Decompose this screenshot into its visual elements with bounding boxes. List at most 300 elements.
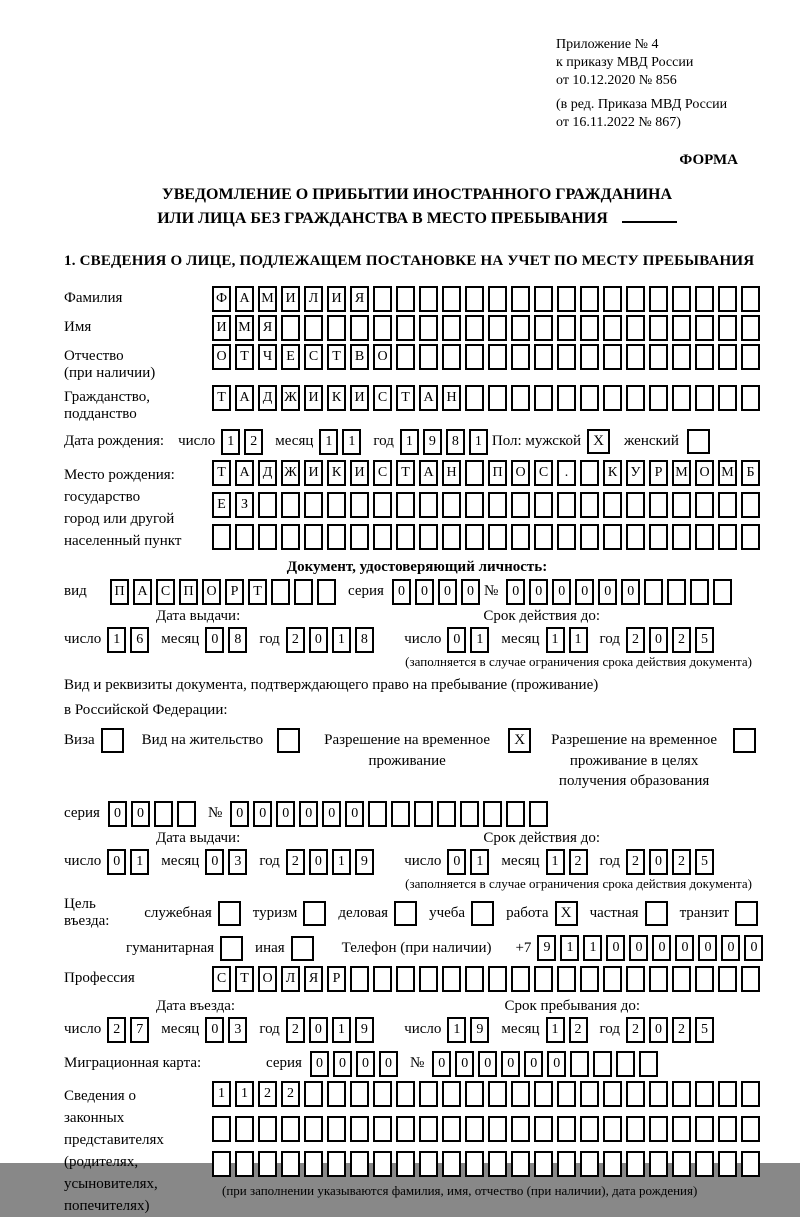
purpose-study-checkbox[interactable]: [471, 901, 494, 926]
char-box[interactable]: [603, 524, 622, 550]
char-box[interactable]: [373, 524, 392, 550]
char-box[interactable]: [396, 286, 415, 312]
char-box[interactable]: [488, 385, 507, 411]
sex-female-checkbox[interactable]: [687, 429, 710, 454]
char-box[interactable]: [212, 524, 231, 550]
char-box[interactable]: [442, 524, 461, 550]
char-box[interactable]: [672, 524, 691, 550]
char-box[interactable]: [580, 460, 599, 486]
char-box[interactable]: [626, 1081, 645, 1107]
char-box[interactable]: [580, 1116, 599, 1142]
char-box[interactable]: [419, 1151, 438, 1177]
char-box[interactable]: [442, 1116, 461, 1142]
char-box[interactable]: [177, 801, 196, 827]
char-box[interactable]: [511, 492, 530, 518]
sex-male-checkbox[interactable]: X: [587, 429, 610, 454]
char-box[interactable]: [488, 315, 507, 341]
char-box[interactable]: 5: [695, 627, 714, 653]
char-box[interactable]: Т: [235, 966, 254, 992]
char-box[interactable]: [154, 801, 173, 827]
char-box[interactable]: [506, 801, 525, 827]
char-box[interactable]: [465, 1151, 484, 1177]
char-box[interactable]: [327, 1081, 346, 1107]
char-box[interactable]: 0: [205, 627, 224, 653]
char-box[interactable]: [626, 344, 645, 370]
char-box[interactable]: [741, 524, 760, 550]
char-box[interactable]: 0: [415, 579, 434, 605]
char-box[interactable]: 5: [695, 849, 714, 875]
char-box[interactable]: [557, 315, 576, 341]
char-box[interactable]: 0: [524, 1051, 543, 1077]
char-box[interactable]: [626, 524, 645, 550]
char-box[interactable]: [603, 286, 622, 312]
char-box[interactable]: 0: [529, 579, 548, 605]
char-box[interactable]: 2: [626, 849, 645, 875]
char-box[interactable]: [626, 1151, 645, 1177]
char-box[interactable]: 1: [235, 1081, 254, 1107]
char-box[interactable]: [649, 1116, 668, 1142]
char-box[interactable]: Я: [258, 315, 277, 341]
char-box[interactable]: 0: [205, 849, 224, 875]
char-box[interactable]: Д: [258, 460, 277, 486]
char-box[interactable]: [235, 1116, 254, 1142]
char-box[interactable]: [442, 1081, 461, 1107]
char-box[interactable]: [488, 344, 507, 370]
char-box[interactable]: [396, 1116, 415, 1142]
char-box[interactable]: [626, 1116, 645, 1142]
char-box[interactable]: [373, 315, 392, 341]
char-box[interactable]: [442, 286, 461, 312]
char-box[interactable]: И: [304, 460, 323, 486]
char-box[interactable]: М: [672, 460, 691, 486]
char-box[interactable]: 1: [107, 627, 126, 653]
char-box[interactable]: [534, 385, 553, 411]
char-box[interactable]: [258, 1116, 277, 1142]
char-box[interactable]: Р: [225, 579, 244, 605]
char-box[interactable]: [741, 286, 760, 312]
char-box[interactable]: [391, 801, 410, 827]
char-box[interactable]: [465, 524, 484, 550]
char-box[interactable]: [465, 492, 484, 518]
purpose-other-checkbox[interactable]: [291, 936, 314, 961]
char-box[interactable]: [534, 524, 553, 550]
char-box[interactable]: [212, 1151, 231, 1177]
char-box[interactable]: [258, 524, 277, 550]
char-box[interactable]: [396, 1151, 415, 1177]
char-box[interactable]: [718, 1151, 737, 1177]
char-box[interactable]: М: [235, 315, 254, 341]
char-box[interactable]: 2: [281, 1081, 300, 1107]
char-box[interactable]: 1: [546, 627, 565, 653]
char-box[interactable]: [488, 524, 507, 550]
char-box[interactable]: [534, 1081, 553, 1107]
char-box[interactable]: [649, 524, 668, 550]
char-box[interactable]: С: [534, 460, 553, 486]
char-box[interactable]: [373, 286, 392, 312]
char-box[interactable]: [741, 492, 760, 518]
char-box[interactable]: [626, 315, 645, 341]
char-box[interactable]: П: [110, 579, 129, 605]
char-box[interactable]: 1: [342, 429, 361, 455]
char-box[interactable]: 1: [583, 935, 602, 961]
char-box[interactable]: [580, 966, 599, 992]
char-box[interactable]: Я: [350, 286, 369, 312]
char-box[interactable]: [368, 801, 387, 827]
char-box[interactable]: 0: [547, 1051, 566, 1077]
char-box[interactable]: И: [350, 460, 369, 486]
char-box[interactable]: [511, 385, 530, 411]
char-box[interactable]: [529, 801, 548, 827]
char-box[interactable]: [419, 524, 438, 550]
char-box[interactable]: [419, 1116, 438, 1142]
char-box[interactable]: [649, 385, 668, 411]
char-box[interactable]: 0: [299, 801, 318, 827]
char-box[interactable]: [350, 315, 369, 341]
char-box[interactable]: [511, 344, 530, 370]
char-box[interactable]: [465, 460, 484, 486]
char-box[interactable]: 1: [332, 627, 351, 653]
char-box[interactable]: [557, 1081, 576, 1107]
char-box[interactable]: [534, 492, 553, 518]
char-box[interactable]: Р: [327, 966, 346, 992]
char-box[interactable]: 2: [286, 1017, 305, 1043]
char-box[interactable]: 0: [652, 935, 671, 961]
char-box[interactable]: [672, 344, 691, 370]
char-box[interactable]: [695, 344, 714, 370]
char-box[interactable]: [580, 1151, 599, 1177]
char-box[interactable]: 1: [447, 1017, 466, 1043]
char-box[interactable]: Т: [212, 460, 231, 486]
char-box[interactable]: [603, 1081, 622, 1107]
char-box[interactable]: [419, 286, 438, 312]
char-box[interactable]: [304, 315, 323, 341]
char-box[interactable]: Е: [212, 492, 231, 518]
char-box[interactable]: [511, 524, 530, 550]
char-box[interactable]: Т: [396, 460, 415, 486]
char-box[interactable]: У: [626, 460, 645, 486]
residence-permit-checkbox[interactable]: [277, 728, 300, 753]
char-box[interactable]: 1: [400, 429, 419, 455]
char-box[interactable]: [672, 1151, 691, 1177]
char-box[interactable]: [557, 344, 576, 370]
char-box[interactable]: [442, 966, 461, 992]
char-box[interactable]: [580, 385, 599, 411]
char-box[interactable]: [626, 492, 645, 518]
char-box[interactable]: [695, 966, 714, 992]
char-box[interactable]: А: [235, 286, 254, 312]
char-box[interactable]: К: [327, 385, 346, 411]
char-box[interactable]: С: [304, 344, 323, 370]
char-box[interactable]: 2: [672, 627, 691, 653]
char-box[interactable]: [667, 579, 686, 605]
char-box[interactable]: 0: [606, 935, 625, 961]
char-box[interactable]: О: [258, 966, 277, 992]
char-box[interactable]: [534, 1116, 553, 1142]
char-box[interactable]: [557, 524, 576, 550]
char-box[interactable]: 0: [447, 627, 466, 653]
char-box[interactable]: [373, 1151, 392, 1177]
char-box[interactable]: [580, 524, 599, 550]
char-box[interactable]: Ч: [258, 344, 277, 370]
char-box[interactable]: [557, 385, 576, 411]
char-box[interactable]: [718, 524, 737, 550]
char-box[interactable]: 3: [228, 849, 247, 875]
char-box[interactable]: 1: [332, 1017, 351, 1043]
char-box[interactable]: [741, 344, 760, 370]
char-box[interactable]: 2: [569, 1017, 588, 1043]
char-box[interactable]: А: [419, 460, 438, 486]
char-box[interactable]: 8: [446, 429, 465, 455]
char-box[interactable]: [570, 1051, 589, 1077]
char-box[interactable]: [580, 315, 599, 341]
char-box[interactable]: И: [350, 385, 369, 411]
char-box[interactable]: Т: [235, 344, 254, 370]
char-box[interactable]: 1: [332, 849, 351, 875]
char-box[interactable]: [317, 579, 336, 605]
char-box[interactable]: 1: [469, 429, 488, 455]
char-box[interactable]: [271, 579, 290, 605]
char-box[interactable]: [534, 286, 553, 312]
char-box[interactable]: [718, 286, 737, 312]
char-box[interactable]: [327, 1151, 346, 1177]
char-box[interactable]: [690, 579, 709, 605]
char-box[interactable]: [580, 286, 599, 312]
char-box[interactable]: 0: [575, 579, 594, 605]
char-box[interactable]: [616, 1051, 635, 1077]
char-box[interactable]: [350, 1116, 369, 1142]
char-box[interactable]: 2: [569, 849, 588, 875]
char-box[interactable]: [442, 315, 461, 341]
char-box[interactable]: [695, 1116, 714, 1142]
char-box[interactable]: 0: [438, 579, 457, 605]
char-box[interactable]: 1: [470, 849, 489, 875]
char-box[interactable]: [304, 1081, 323, 1107]
char-box[interactable]: [718, 385, 737, 411]
char-box[interactable]: [327, 492, 346, 518]
char-box[interactable]: [672, 315, 691, 341]
char-box[interactable]: 2: [107, 1017, 126, 1043]
char-box[interactable]: [419, 1081, 438, 1107]
temp-residence-checkbox[interactable]: X: [508, 728, 531, 753]
char-box[interactable]: 1: [560, 935, 579, 961]
char-box[interactable]: Д: [258, 385, 277, 411]
char-box[interactable]: [557, 1151, 576, 1177]
char-box[interactable]: 0: [107, 849, 126, 875]
char-box[interactable]: [593, 1051, 612, 1077]
char-box[interactable]: 9: [470, 1017, 489, 1043]
char-box[interactable]: [511, 1116, 530, 1142]
char-box[interactable]: 0: [392, 579, 411, 605]
char-box[interactable]: 0: [744, 935, 763, 961]
char-box[interactable]: 8: [228, 627, 247, 653]
char-box[interactable]: 5: [695, 1017, 714, 1043]
char-box[interactable]: [396, 315, 415, 341]
char-box[interactable]: [557, 966, 576, 992]
char-box[interactable]: 2: [672, 849, 691, 875]
char-box[interactable]: [649, 492, 668, 518]
char-box[interactable]: [741, 385, 760, 411]
char-box[interactable]: К: [327, 460, 346, 486]
char-box[interactable]: 0: [379, 1051, 398, 1077]
char-box[interactable]: [603, 1116, 622, 1142]
char-box[interactable]: [419, 344, 438, 370]
char-box[interactable]: 0: [253, 801, 272, 827]
char-box[interactable]: 0: [455, 1051, 474, 1077]
char-box[interactable]: [603, 966, 622, 992]
char-box[interactable]: М: [258, 286, 277, 312]
char-box[interactable]: А: [235, 385, 254, 411]
char-box[interactable]: [672, 286, 691, 312]
char-box[interactable]: [465, 344, 484, 370]
char-box[interactable]: [741, 1081, 760, 1107]
char-box[interactable]: [488, 286, 507, 312]
purpose-business-checkbox[interactable]: [394, 901, 417, 926]
char-box[interactable]: 1: [130, 849, 149, 875]
char-box[interactable]: [373, 1116, 392, 1142]
char-box[interactable]: З: [235, 492, 254, 518]
char-box[interactable]: [419, 966, 438, 992]
char-box[interactable]: 0: [309, 1017, 328, 1043]
char-box[interactable]: [258, 492, 277, 518]
char-box[interactable]: [465, 966, 484, 992]
char-box[interactable]: [488, 1151, 507, 1177]
char-box[interactable]: [603, 492, 622, 518]
char-box[interactable]: 7: [130, 1017, 149, 1043]
char-box[interactable]: [281, 524, 300, 550]
char-box[interactable]: К: [603, 460, 622, 486]
char-box[interactable]: 2: [286, 849, 305, 875]
purpose-transit-checkbox[interactable]: [735, 901, 758, 926]
char-box[interactable]: 0: [478, 1051, 497, 1077]
char-box[interactable]: [350, 524, 369, 550]
char-box[interactable]: [350, 1081, 369, 1107]
char-box[interactable]: Т: [396, 385, 415, 411]
char-box[interactable]: [327, 315, 346, 341]
char-box[interactable]: 0: [598, 579, 617, 605]
char-box[interactable]: Б: [741, 460, 760, 486]
char-box[interactable]: [350, 966, 369, 992]
char-box[interactable]: [644, 579, 663, 605]
char-box[interactable]: 1: [546, 1017, 565, 1043]
char-box[interactable]: Н: [442, 460, 461, 486]
char-box[interactable]: 0: [649, 849, 668, 875]
char-box[interactable]: Ф: [212, 286, 231, 312]
char-box[interactable]: Ж: [281, 385, 300, 411]
char-box[interactable]: П: [488, 460, 507, 486]
char-box[interactable]: [304, 1151, 323, 1177]
purpose-work-checkbox[interactable]: X: [555, 901, 578, 926]
char-box[interactable]: [396, 966, 415, 992]
char-box[interactable]: О: [202, 579, 221, 605]
char-box[interactable]: [373, 1081, 392, 1107]
char-box[interactable]: 9: [355, 1017, 374, 1043]
char-box[interactable]: 9: [423, 429, 442, 455]
char-box[interactable]: Н: [442, 385, 461, 411]
char-box[interactable]: [672, 1081, 691, 1107]
char-box[interactable]: [557, 492, 576, 518]
char-box[interactable]: 0: [131, 801, 150, 827]
char-box[interactable]: 6: [130, 627, 149, 653]
char-box[interactable]: [396, 524, 415, 550]
char-box[interactable]: Т: [212, 385, 231, 411]
char-box[interactable]: 1: [221, 429, 240, 455]
char-box[interactable]: Р: [649, 460, 668, 486]
char-box[interactable]: [465, 1081, 484, 1107]
char-box[interactable]: [603, 385, 622, 411]
char-box[interactable]: [695, 1081, 714, 1107]
char-box[interactable]: [718, 1081, 737, 1107]
char-box[interactable]: И: [327, 286, 346, 312]
char-box[interactable]: Т: [248, 579, 267, 605]
char-box[interactable]: 0: [309, 849, 328, 875]
char-box[interactable]: [281, 1151, 300, 1177]
char-box[interactable]: [460, 801, 479, 827]
char-box[interactable]: [235, 1151, 254, 1177]
char-box[interactable]: А: [419, 385, 438, 411]
char-box[interactable]: 0: [108, 801, 127, 827]
char-box[interactable]: [603, 315, 622, 341]
char-box[interactable]: [488, 1116, 507, 1142]
char-box[interactable]: [442, 492, 461, 518]
char-box[interactable]: [718, 966, 737, 992]
char-box[interactable]: 0: [649, 627, 668, 653]
char-box[interactable]: Е: [281, 344, 300, 370]
char-box[interactable]: Ж: [281, 460, 300, 486]
char-box[interactable]: М: [718, 460, 737, 486]
char-box[interactable]: И: [212, 315, 231, 341]
char-box[interactable]: Т: [327, 344, 346, 370]
char-box[interactable]: [672, 492, 691, 518]
char-box[interactable]: [419, 315, 438, 341]
char-box[interactable]: 0: [230, 801, 249, 827]
char-box[interactable]: [483, 801, 502, 827]
purpose-tourism-checkbox[interactable]: [303, 901, 326, 926]
char-box[interactable]: А: [235, 460, 254, 486]
char-box[interactable]: 0: [447, 849, 466, 875]
char-box[interactable]: [626, 286, 645, 312]
char-box[interactable]: [695, 385, 714, 411]
purpose-private-checkbox[interactable]: [645, 901, 668, 926]
char-box[interactable]: 0: [345, 801, 364, 827]
char-box[interactable]: 1: [546, 849, 565, 875]
char-box[interactable]: 0: [649, 1017, 668, 1043]
char-box[interactable]: [649, 1151, 668, 1177]
char-box[interactable]: [580, 344, 599, 370]
char-box[interactable]: С: [212, 966, 231, 992]
char-box[interactable]: 2: [244, 429, 263, 455]
char-box[interactable]: 0: [309, 627, 328, 653]
char-box[interactable]: 0: [721, 935, 740, 961]
char-box[interactable]: [741, 1116, 760, 1142]
char-box[interactable]: 0: [675, 935, 694, 961]
char-box[interactable]: [258, 1151, 277, 1177]
char-box[interactable]: [350, 492, 369, 518]
char-box[interactable]: [672, 385, 691, 411]
char-box[interactable]: [488, 1081, 507, 1107]
char-box[interactable]: 0: [621, 579, 640, 605]
char-box[interactable]: [419, 492, 438, 518]
char-box[interactable]: [465, 315, 484, 341]
char-box[interactable]: [488, 966, 507, 992]
char-box[interactable]: [327, 1116, 346, 1142]
char-box[interactable]: 2: [286, 627, 305, 653]
char-box[interactable]: 0: [629, 935, 648, 961]
char-box[interactable]: [649, 344, 668, 370]
char-box[interactable]: [695, 1151, 714, 1177]
char-box[interactable]: [396, 492, 415, 518]
char-box[interactable]: [718, 315, 737, 341]
char-box[interactable]: В: [350, 344, 369, 370]
